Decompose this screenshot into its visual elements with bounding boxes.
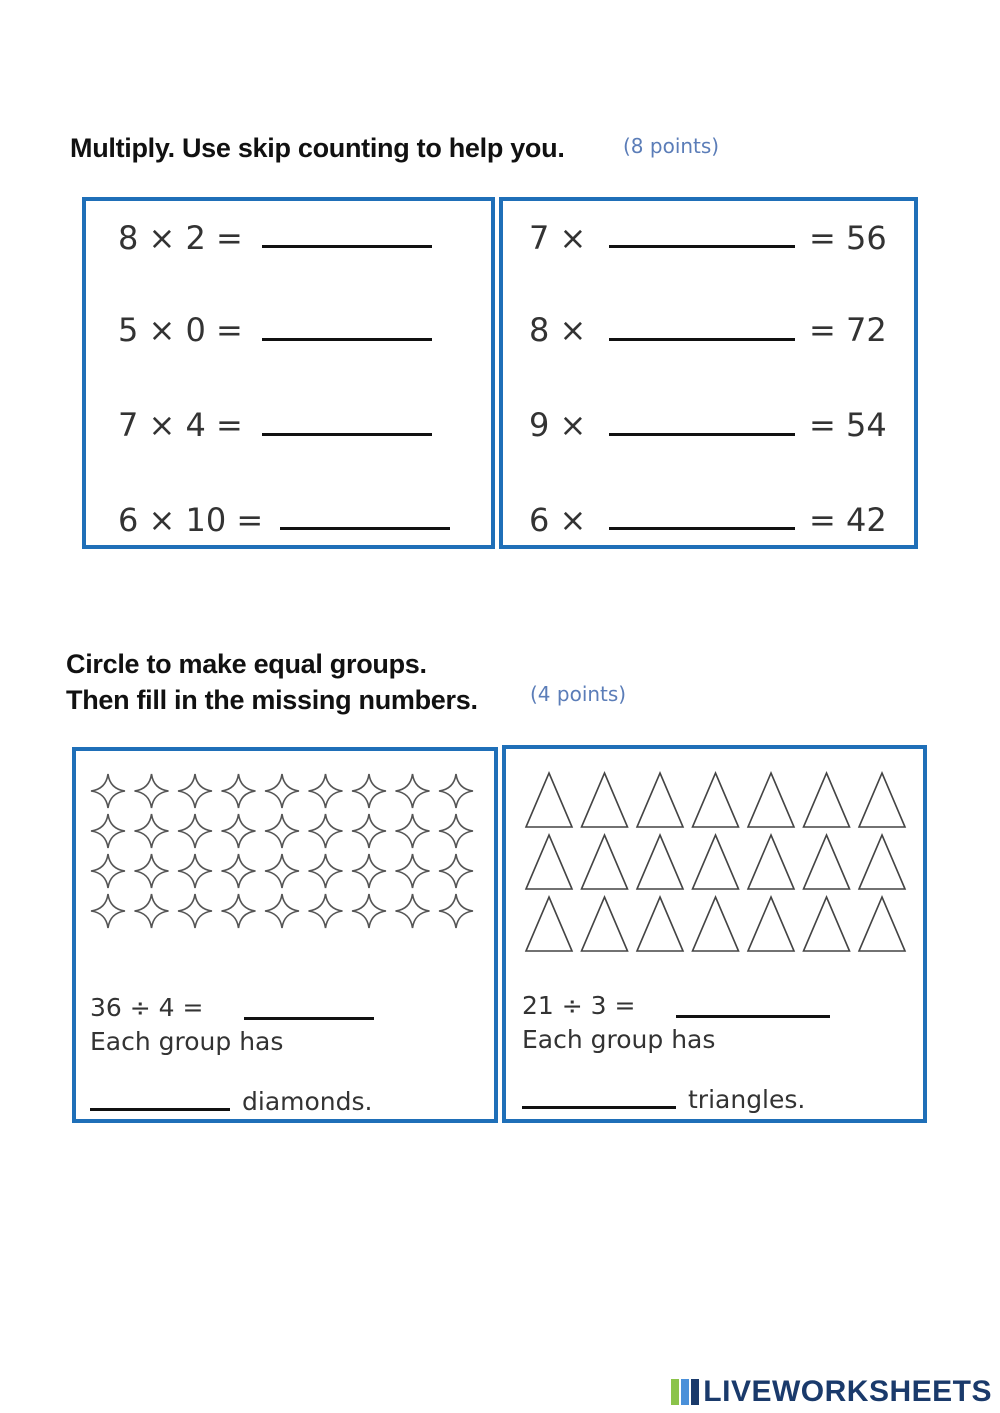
- diamond-shape: [309, 894, 343, 928]
- equation: 8 × 2 =: [118, 219, 243, 257]
- each-group-label: Each group has: [522, 1025, 716, 1054]
- triangle-shape: [582, 835, 628, 889]
- diamond-shape: [265, 814, 299, 848]
- triangle-shape: [526, 835, 572, 889]
- answer-blank[interactable]: [676, 1015, 830, 1018]
- triangle-shape: [859, 835, 905, 889]
- diamond-shape: [439, 854, 473, 888]
- diamond-shape: [178, 894, 212, 928]
- diamond-shape: [91, 894, 125, 928]
- triangle-shape: [748, 835, 794, 889]
- triangle-shape: [526, 897, 572, 951]
- diamond-shape: [222, 774, 256, 808]
- diamond-shape: [309, 774, 343, 808]
- answer-blank[interactable]: [609, 338, 795, 341]
- diamond-shape: [91, 774, 125, 808]
- diamond-shape: [352, 814, 386, 848]
- triangle-shape: [859, 773, 905, 827]
- answer-blank[interactable]: [280, 527, 450, 530]
- equation-right: = 42: [809, 501, 887, 539]
- answer-blank[interactable]: [609, 527, 795, 530]
- diamond-shape: [222, 854, 256, 888]
- triangle-shape: [859, 897, 905, 951]
- division-equation: 36 ÷ 4 =: [90, 993, 204, 1022]
- diamond-shape: [309, 814, 343, 848]
- diamond-shape: [309, 854, 343, 888]
- triangle-shape: [693, 835, 739, 889]
- answer-blank[interactable]: [244, 1017, 374, 1020]
- liveworksheets-logo-icon: [671, 1379, 699, 1405]
- answer-blank[interactable]: [522, 1106, 676, 1109]
- diamond-shape: [91, 854, 125, 888]
- triangle-shape: [582, 773, 628, 827]
- diamond-grid[interactable]: [86, 769, 486, 929]
- section2-heading-line2: Then fill in the missing numbers.: [66, 685, 478, 715]
- diamond-shape: [135, 894, 169, 928]
- answer-blank[interactable]: [262, 433, 432, 436]
- equation-left: 6 ×: [529, 501, 587, 539]
- triangle-shape: [582, 897, 628, 951]
- diamond-shape: [135, 854, 169, 888]
- diamond-shape: [396, 894, 430, 928]
- brand-text: LIVEWORKSHEETS: [703, 1375, 992, 1408]
- section2-points: (4 points): [530, 682, 627, 706]
- diamond-shape: [439, 774, 473, 808]
- diamond-shape: [135, 814, 169, 848]
- diamond-shape: [265, 774, 299, 808]
- diamond-shape: [396, 814, 430, 848]
- equation-left: 9 ×: [529, 406, 587, 444]
- equation-left: 8 ×: [529, 311, 587, 349]
- section1-points: (8 points): [623, 134, 720, 158]
- equation: 7 × 4 =: [118, 406, 243, 444]
- triangle-shape: [693, 773, 739, 827]
- diamond-shape: [178, 814, 212, 848]
- section1-heading: Multiply. Use skip counting to help you.: [70, 133, 565, 163]
- footer-brand: [671, 1375, 992, 1409]
- equation-left: 7 ×: [529, 219, 587, 257]
- diamond-shape: [439, 894, 473, 928]
- triangle-shape: [804, 835, 850, 889]
- answer-blank[interactable]: [90, 1108, 230, 1111]
- equation-right: = 72: [809, 311, 887, 349]
- diamond-shape: [178, 854, 212, 888]
- diamond-shape: [396, 854, 430, 888]
- multiply-left-box: [82, 197, 495, 549]
- triangle-shape: [637, 773, 683, 827]
- diamond-shape: [439, 814, 473, 848]
- answer-blank[interactable]: [609, 245, 795, 248]
- diamond-shape: [265, 894, 299, 928]
- triangle-grid[interactable]: [520, 767, 920, 967]
- triangle-shape: [693, 897, 739, 951]
- diamond-shape: [222, 894, 256, 928]
- unit-label: triangles.: [688, 1085, 806, 1114]
- diamonds-box: [72, 747, 498, 1123]
- diamond-shape: [352, 774, 386, 808]
- diamond-shape: [178, 774, 212, 808]
- triangle-shape: [748, 897, 794, 951]
- section2-heading-line1: Circle to make equal groups.: [66, 649, 427, 679]
- diamond-shape: [265, 854, 299, 888]
- diamond-shape: [135, 774, 169, 808]
- triangle-shape: [804, 773, 850, 827]
- answer-blank[interactable]: [262, 245, 432, 248]
- triangle-shape: [637, 897, 683, 951]
- diamond-shape: [222, 814, 256, 848]
- triangles-box: [502, 745, 927, 1123]
- unit-label: diamonds.: [242, 1087, 373, 1116]
- diamond-shape: [396, 774, 430, 808]
- triangle-shape: [804, 897, 850, 951]
- equation-right: = 54: [809, 406, 887, 444]
- answer-blank[interactable]: [262, 338, 432, 341]
- triangle-shape: [748, 773, 794, 827]
- diamond-shape: [352, 894, 386, 928]
- triangle-shape: [637, 835, 683, 889]
- equation: 5 × 0 =: [118, 311, 243, 349]
- division-equation: 21 ÷ 3 =: [522, 991, 636, 1020]
- equation-right: = 56: [809, 219, 887, 257]
- equation: 6 × 10 =: [118, 501, 264, 539]
- answer-blank[interactable]: [609, 433, 795, 436]
- multiply-right-box: [499, 197, 918, 549]
- diamond-shape: [352, 854, 386, 888]
- diamond-shape: [91, 814, 125, 848]
- triangle-shape: [526, 773, 572, 827]
- each-group-label: Each group has: [90, 1027, 284, 1056]
